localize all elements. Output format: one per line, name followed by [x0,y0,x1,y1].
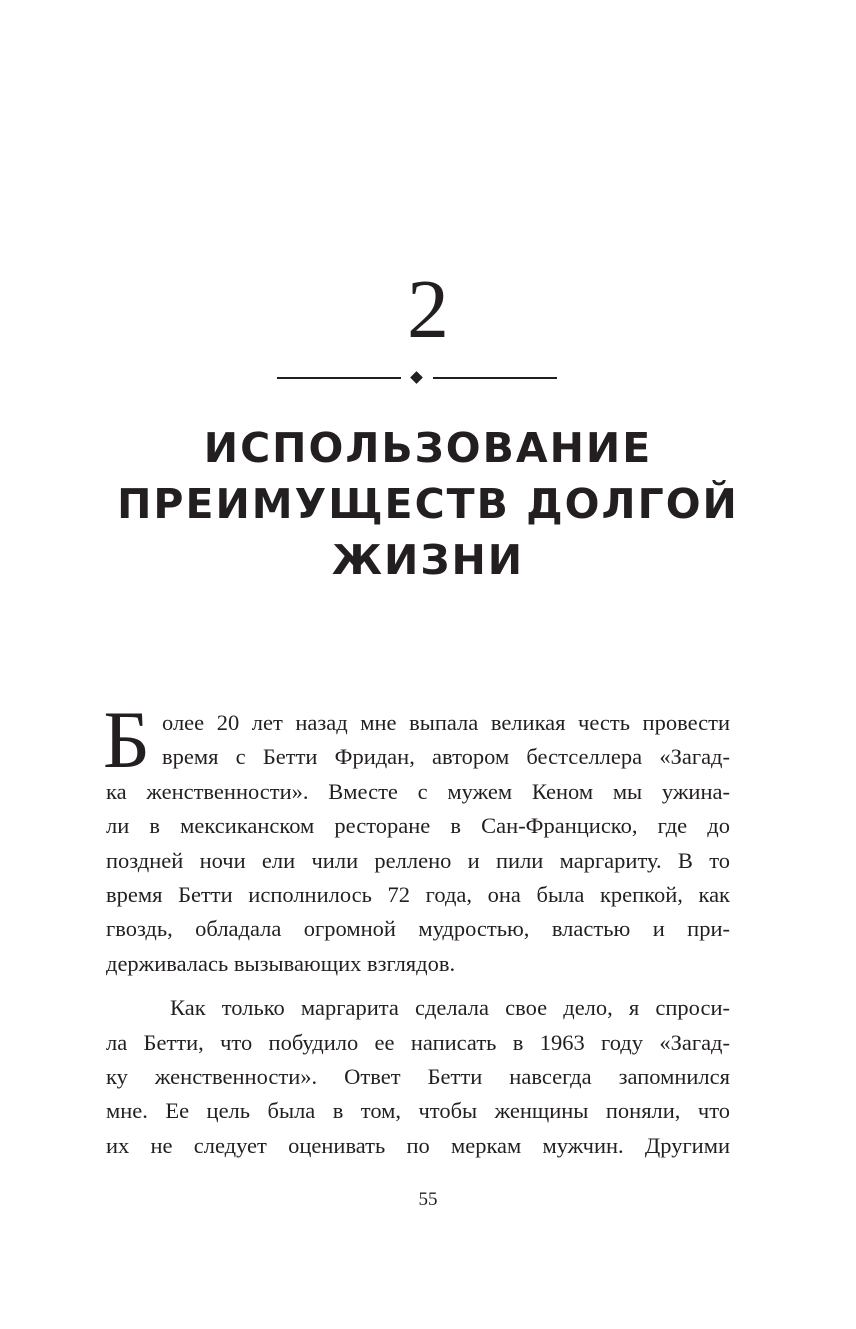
drop-cap: Б [103,694,151,785]
text-line: держивалась вызывающих взглядов. [106,950,456,976]
paragraph [103,694,730,981]
chapter-title-line: ПРЕИМУЩЕСТВ ДОЛГОЙ [117,480,739,528]
divider-rule-left [277,377,401,379]
chapter-title-line: ЖИЗНИ [331,536,525,584]
text-line: мне. Ее цель была в том, чтобы женщины поняли, что [106,1098,730,1124]
text-line: олее 20 лет назад мне выпала великая честь провести [162,710,730,735]
chapter-divider [277,371,557,385]
text-line: поздней ночи ели чили реллено и пили маргариту. В то [106,847,730,873]
text-line: ла Бетти, что побудило ее написать в 1963 году «Загад- [106,1029,730,1055]
diamond-ornament-icon [410,371,423,384]
divider-rule-right [433,377,557,379]
chapter-number: 2 [407,263,449,356]
text-line: Как только маргарита сделала свое дело, я спроси- [170,995,730,1021]
paragraph [106,991,730,1163]
text-line: ку женственности». Ответ Бетти навсегда запомнился [106,1063,730,1089]
page-number: 55 [418,1189,438,1210]
text-line: время Бетти исполнилось 72 года, она была крепкой, как [106,881,730,907]
text-line: время с Бетти Фридан, автором бестселлера «Загад- [162,744,730,770]
body-text [103,694,730,1163]
text-line: ка женственности». Вместе с мужем Кеном мы ужина- [106,778,730,804]
chapter-title-line: ИСПОЛЬЗОВАНИЕ [203,424,653,472]
text-line: их не следует оценивать по меркам мужчин. Другими [106,1132,730,1158]
text-line: ли в мексиканском ресторане в Сан-Франциско, где до [106,813,730,839]
text-line: гвоздь, обладала огромной мудростью, властью и при- [106,916,730,942]
chapter-title [60,420,796,588]
